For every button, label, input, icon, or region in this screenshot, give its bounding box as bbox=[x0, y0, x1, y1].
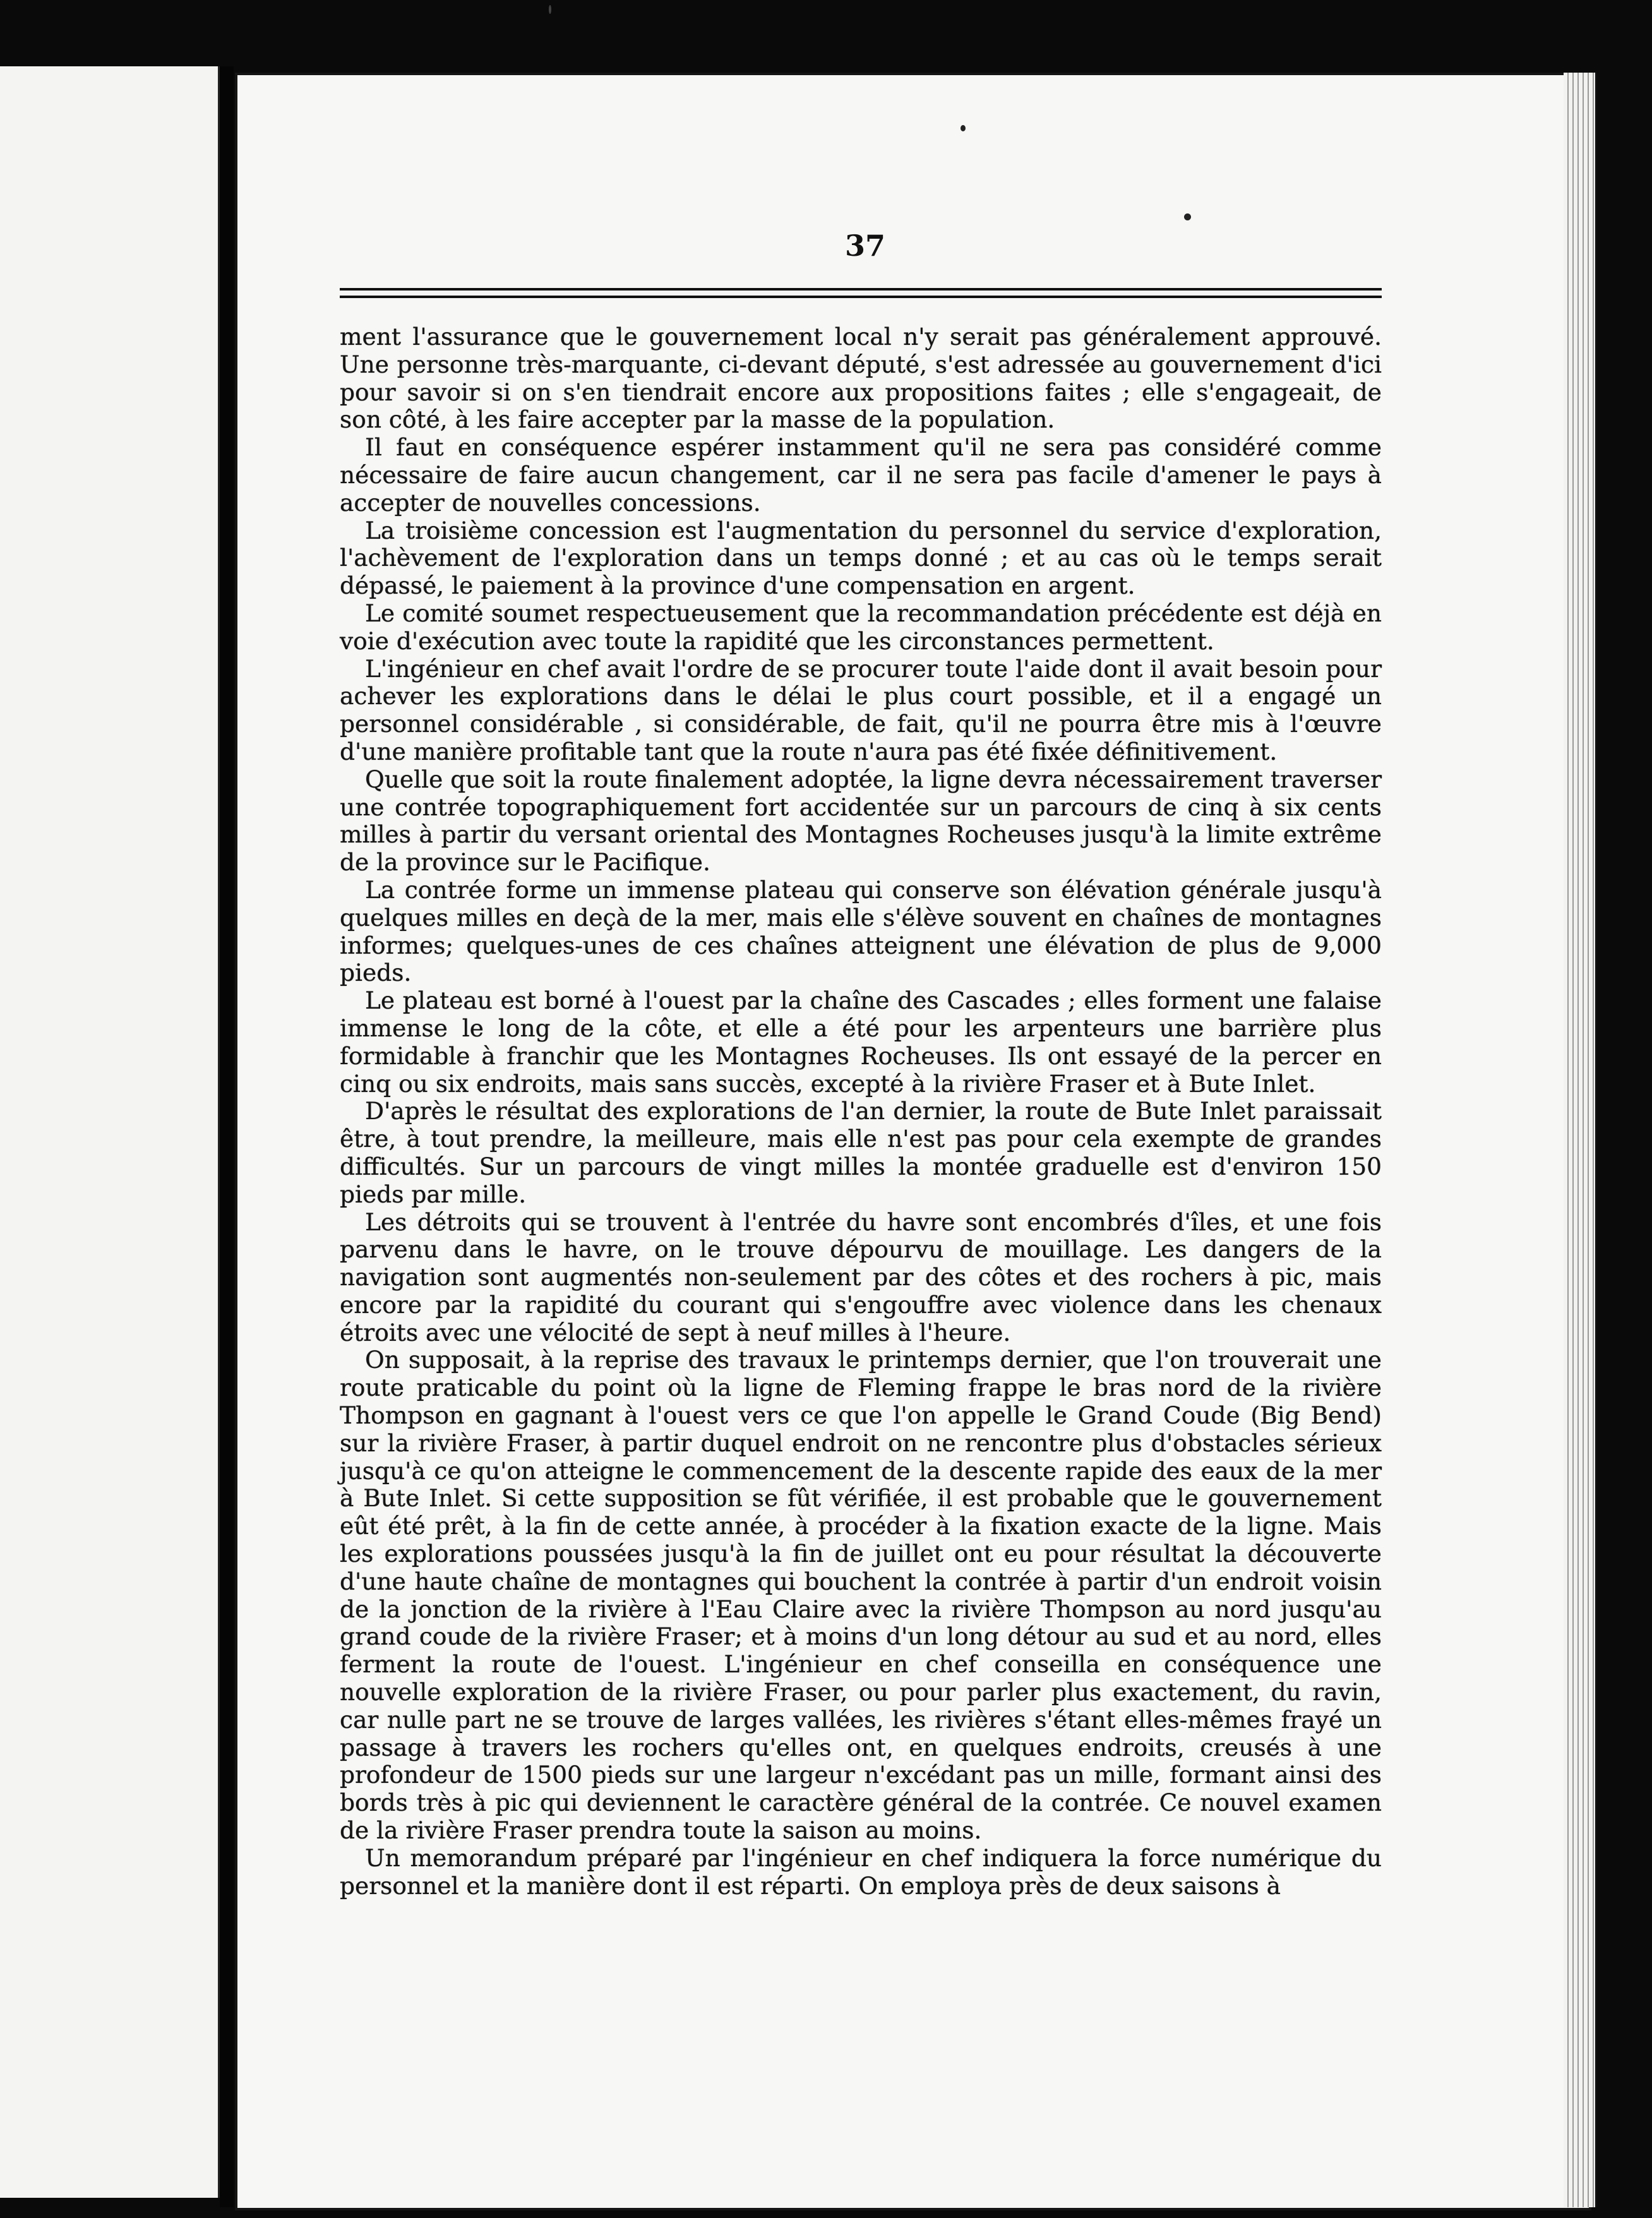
paragraph: On supposait, à la reprise des travaux le printemps dernier, que l'on trouverait une route praticable du point où la ligne de Fleming frappe le bras nord de la rivière Thompson en gagnant à l'ouest vers ce que l'on appelle le Grand Coude (Big Bend) sur la rivière Fraser, à partir duquel endroit on ne rencontre plus d'obstacles sérieux jusqu'à ce qu'on atteigne le commencement de la descente rapide des eaux de la mer à Bute Inlet. Si cette supposition se fût vérifiée, il est probable que le gouvernement eût été prêt, à la fin de cette année, à procéder à la fixation exacte de la ligne. Mais les explorations poussées jusqu'à la fin de juillet ont eu pour résultat la découverte d'une haute chaîne de montagnes qui bouchent la contrée à partir d'un endroit voisin de la jonction de la rivière à l'Eau Claire avec la rivière Thompson au nord jusqu'au grand coude de la rivière Fraser; et à moins d'un long détour au sud et au nord, elles ferment la route de l'ouest. L'ingénieur en chef conseilla en conséquence une nouvelle exploration de la rivière Fraser, ou pour parler plus exactement, du ravin, car nulle part ne se trouve de larges vallées, les rivières s'étant elles-mêmes frayé un passage à travers les rochers qu'elles ont, en quelques endroits, creusés à une profondeur de 1500 pieds sur une largeur n'excédant pas un mille, formant ainsi des bords très à pic qui deviennent le caractère général de la contrée. Ce nouvel examen de la rivière Fraser prendra toute la saison au moins. bbox=[340, 1346, 1382, 1845]
paragraph: L'ingénieur en chef avait l'ordre de se procurer toute l'aide dont il avait besoin pour achever les explorations dans le délai le plus court possible, et il a engagé un personnel considérable , si considérable, de fait, qu'il ne pourra être mis à l'œuvre d'une manière profitable tant que la route n'aura pas été fixée définitivement. bbox=[340, 654, 1382, 765]
body-text bbox=[340, 323, 1382, 1900]
paragraph: Il faut en conséquence espérer instamment qu'il ne sera pas considéré comme nécessaire de faire aucun changement, car il ne sera pas facile d'amener le pays à accepter de nouvelles concessions. bbox=[340, 433, 1382, 517]
paragraph: Le plateau est borné à l'ouest par la chaîne des Cascades ; elles forment une falaise immense le long de la côte, et elle a été pour les arpenteurs une barrière plus formidable à franchir que les Montagnes Rocheuses. Ils ont essayé de la percer en cinq ou six endroits, mais sans succès, excepté à la rivière Fraser et à Bute Inlet. bbox=[340, 986, 1382, 1098]
paragraph: Quelle que soit la route finalement adoptée, la ligne devra nécessairement traverser une contrée topographiquement fort accidentée sur un parcours de cinq à six cents milles à partir du versant oriental des Montagnes Rocheuses jusqu'à la limite extrême de la province sur le Pacifique. bbox=[340, 765, 1382, 877]
speck bbox=[1184, 213, 1191, 220]
speck bbox=[961, 125, 966, 131]
header-rule bbox=[340, 288, 1382, 298]
paragraph: Les détroits qui se trouvent à l'entrée du havre sont encombrés d'îles, et une fois parvenu dans le havre, on le trouve dépourvu de mouillage. Les dangers de la navigation sont augmentés non-seulement par des côtes et des rochers à pic, mais encore par la rapidité du courant qui s'engouffre avec violence dans les chenaux étroits avec une vélocité de sept à neuf milles à l'heure. bbox=[340, 1208, 1382, 1346]
paragraph: La troisième concession est l'augmentation du personnel du service d'exploration, l'achèvement de l'exploration dans un temps donné ; et au cas où le temps serait dépassé, le paiement à la province d'une compensation en argent. bbox=[340, 516, 1382, 600]
speck bbox=[549, 5, 551, 14]
facing-page bbox=[0, 66, 220, 2198]
paragraph: D'après le résultat des explorations de l'an dernier, la route de Bute Inlet paraissait être, à tout prendre, la meilleure, mais elle n'est pas pour cela exempte de grandes difficultés. Sur un parcours de vingt milles la montée graduelle est d'environ 150 pieds par mille. bbox=[340, 1097, 1382, 1208]
paragraph: Le comité soumet respectueusement que la recommandation précédente est déjà en voie d'exécution avec toute la rapidité que les circonstances permettent. bbox=[340, 599, 1382, 655]
page-edge-stack bbox=[1564, 73, 1597, 2207]
paragraph: La contrée forme un immense plateau qui conserve son élévation générale jusqu'à quelques milles en deçà de la mer, mais elle s'élève souvent en chaînes de montagnes informes; quelques-unes de ces chaînes atteignent une élévation de plus de 9,000 pieds. bbox=[340, 875, 1382, 987]
paragraph: ment l'assurance que le gouvernement local n'y serait pas généralement approuvé. Une personne très-marquante, ci-devant député, s'est adressée au gouvernement d'ici pour savoir si on s'en tiendrait encore aux propositions faites ; elle s'engageait, de son côté, à les faire accepter par la masse de la population. bbox=[340, 323, 1382, 434]
book-gutter bbox=[220, 66, 234, 2207]
paragraph: Un memorandum préparé par l'ingénieur en chef indiquera la force numérique du personnel et la manière dont il est réparti. On employa près de deux saisons à bbox=[340, 1843, 1382, 1900]
page-number: 37 bbox=[844, 229, 885, 263]
